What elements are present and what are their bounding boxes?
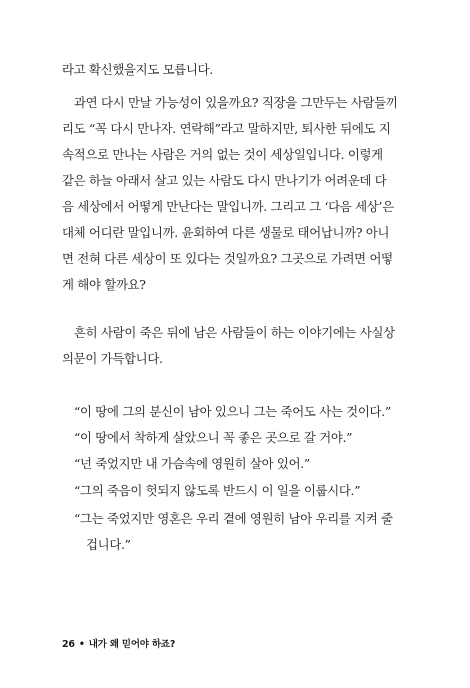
quote-line: 겁니다.”	[86, 537, 131, 552]
page-number: 26	[62, 639, 75, 650]
quote-line: “이 땅에서 착하게 살았으니 꼭 좋은 곳으로 갈 거야.”	[74, 430, 353, 445]
running-title: 내가 왜 믿어야 하죠?	[88, 639, 176, 650]
paragraph-1-line: 라고 확신했을지도 모릅니다.	[62, 62, 213, 77]
quote-line: “그는 죽었지만 영혼은 우리 곁에 영원히 남아 우리를 지켜 줄	[74, 511, 393, 526]
quote-line: “이 땅에 그의 분신이 남아 있으니 그는 죽어도 사는 것이다.”	[74, 404, 391, 419]
paragraph-2-line: 속적으로 만나는 사람은 거의 없는 것이 세상일입니다. 이렇게	[62, 147, 383, 162]
paragraph-2-line: 같은 하늘 아래서 살고 있는 사람도 다시 만나기가 어려운데 다	[62, 173, 387, 188]
paragraph-3-line: 의문이 가득합니다.	[62, 351, 163, 366]
paragraph-2-line: 리도 “꼭 다시 만나자. 연락해”라고 말하지만, 퇴사한 뒤에도 지	[62, 121, 391, 136]
footer-separator: •	[78, 639, 85, 650]
paragraph-2-line: 과연 다시 만날 가능성이 있을까요? 직장을 그만두는 사람들끼	[74, 95, 398, 110]
paragraph-2-line: 게 해야 할까요?	[62, 277, 146, 292]
paragraph-2-line: 음 세상에서 어떻게 만난다는 말입니까. 그리고 그 ‘다음 세상’은	[62, 199, 394, 214]
paragraph-2-line: 면 전혀 다른 세상이 또 있다는 것일까요? 그곳으로 가려면 어떻	[62, 251, 393, 266]
quote-line: “그의 죽음이 헛되지 않도록 반드시 이 일을 이룹시다.”	[74, 483, 361, 498]
paragraph-3-line: 흔히 사람이 죽은 뒤에 남은 사람들이 하는 이야기에는 사실상	[74, 325, 395, 340]
page-footer	[62, 636, 175, 650]
paragraph-2-line: 대체 어디란 말입니까. 윤회하여 다른 생물로 태어납니까? 아니	[62, 225, 390, 240]
quote-line: “넌 죽었지만 내 가슴속에 영원히 살아 있어.”	[74, 456, 310, 471]
